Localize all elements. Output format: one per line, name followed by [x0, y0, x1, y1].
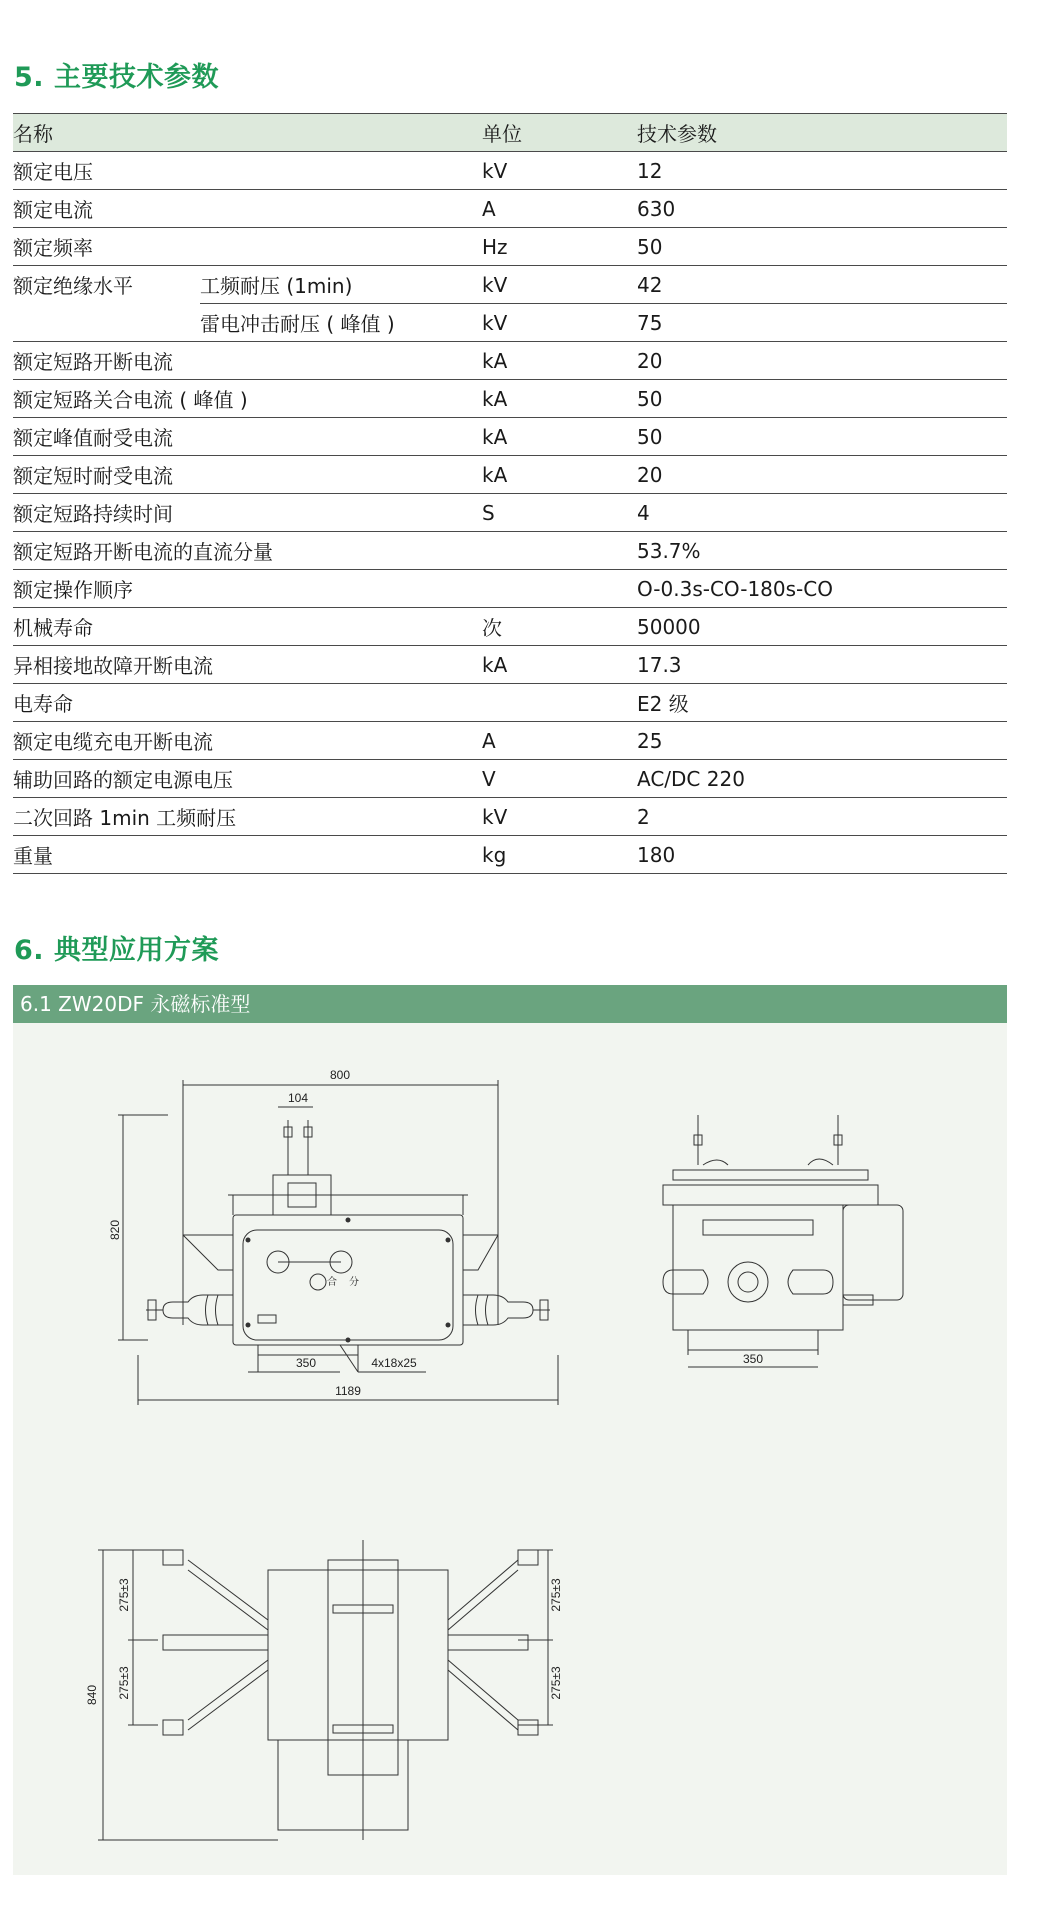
table-row	[13, 456, 1007, 494]
side-view-drawing	[643, 1105, 933, 1415]
row-value: 12	[637, 152, 1007, 190]
row-unit: kV	[482, 266, 637, 304]
top-dim-right-lower: 275±3	[549, 1666, 563, 1700]
row-sub-name: 雷电冲击耐压 ( 峰值 )	[200, 304, 482, 342]
row-name: 额定短路开断电流	[13, 342, 482, 380]
row-name: 额定操作顺序	[13, 570, 482, 608]
row-sub-name: 工频耐压 (1min)	[200, 266, 482, 304]
row-name: 额定电压	[13, 152, 482, 190]
row-value: 20	[637, 342, 1007, 380]
table-header-row	[13, 114, 1007, 152]
row-unit	[482, 532, 637, 570]
top-dim-right-upper: 275±3	[549, 1578, 563, 1612]
row-value: 2	[637, 798, 1007, 836]
section6-title: 6. 典型应用方案	[14, 935, 219, 966]
row-name: 额定短路持续时间	[13, 494, 482, 532]
row-name: 额定频率	[13, 228, 482, 266]
front-label-close: 合	[327, 1277, 337, 1288]
row-value: 25	[637, 722, 1007, 760]
row-unit	[482, 570, 637, 608]
table-row	[13, 722, 1007, 760]
row-name: 机械寿命	[13, 608, 482, 646]
row-unit: kA	[482, 646, 637, 684]
header-unit: 单位	[482, 114, 637, 152]
row-value: AC/DC 220	[637, 760, 1007, 798]
front-view-drawing	[108, 1055, 588, 1455]
row-value: 50	[637, 380, 1007, 418]
row-name: 额定短路开断电流的直流分量	[13, 532, 482, 570]
table-row	[13, 646, 1007, 684]
table-row	[13, 760, 1007, 798]
header-name: 名称	[13, 114, 482, 152]
top-view-drawing	[78, 1540, 598, 1860]
row-unit: kV	[482, 304, 637, 342]
table-row	[13, 228, 1007, 266]
row-name: 重量	[13, 836, 482, 874]
front-dim-height: 820	[108, 1219, 122, 1241]
header-value: 技术参数	[637, 114, 1007, 152]
top-dim-height: 840	[85, 1684, 99, 1706]
table-row	[13, 190, 1007, 228]
row-value: 50	[637, 228, 1007, 266]
top-dim-left-upper: 275±3	[117, 1578, 131, 1612]
table-row	[13, 418, 1007, 456]
row-value: E2 级	[637, 684, 1007, 722]
row-value: 53.7%	[637, 532, 1007, 570]
table-row	[13, 380, 1007, 418]
front-dim-base: 350	[295, 1356, 317, 1370]
table-row	[13, 798, 1007, 836]
table-row	[13, 152, 1007, 190]
spec-table	[13, 113, 1007, 874]
row-value: 630	[637, 190, 1007, 228]
table-row	[13, 304, 1007, 342]
row-name: 二次回路 1min 工频耐压	[13, 798, 482, 836]
row-value: 180	[637, 836, 1007, 874]
row-name: 电寿命	[13, 684, 482, 722]
row-unit: 次	[482, 608, 637, 646]
table-row	[13, 570, 1007, 608]
front-dim-total: 1189	[335, 1384, 361, 1398]
row-value: 50000	[637, 608, 1007, 646]
row-unit: Hz	[482, 228, 637, 266]
row-value: 17.3	[637, 646, 1007, 684]
application-panel	[13, 985, 1007, 1875]
row-value: 42	[637, 266, 1007, 304]
row-unit: kg	[482, 836, 637, 874]
row-unit: kV	[482, 152, 637, 190]
table-row	[13, 532, 1007, 570]
row-name: 辅助回路的额定电源电压	[13, 760, 482, 798]
row-unit: kA	[482, 418, 637, 456]
table-row	[13, 608, 1007, 646]
row-unit: kV	[482, 798, 637, 836]
row-value: 4	[637, 494, 1007, 532]
front-label-open: 分	[349, 1277, 359, 1288]
section5-title: 5. 主要技术参数	[14, 62, 219, 93]
table-row	[13, 684, 1007, 722]
row-value: O-0.3s-CO-180s-CO	[637, 570, 1007, 608]
row-unit: S	[482, 494, 637, 532]
row-unit: kA	[482, 380, 637, 418]
row-name: 额定电缆充电开断电流	[13, 722, 482, 760]
row-value: 75	[637, 304, 1007, 342]
row-unit	[482, 684, 637, 722]
table-row	[13, 494, 1007, 532]
row-name: 额定短时耐受电流	[13, 456, 482, 494]
row-name	[13, 304, 200, 342]
panel-header: 6.1 ZW20DF 永磁标准型	[13, 985, 1007, 1023]
row-name: 额定短路关合电流 ( 峰值 )	[13, 380, 482, 418]
row-name: 异相接地故障开断电流	[13, 646, 482, 684]
side-dim-base: 350	[742, 1352, 764, 1366]
row-unit: V	[482, 760, 637, 798]
row-name: 额定峰值耐受电流	[13, 418, 482, 456]
row-name: 额定电流	[13, 190, 482, 228]
row-value: 50	[637, 418, 1007, 456]
front-dim-top: 800	[329, 1068, 351, 1082]
table-row	[13, 836, 1007, 874]
table-row	[13, 342, 1007, 380]
row-unit: kA	[482, 456, 637, 494]
row-value: 20	[637, 456, 1007, 494]
top-dim-left-lower: 275±3	[117, 1666, 131, 1700]
front-dim-holes: 4x18x25	[371, 1356, 417, 1370]
row-name: 额定绝缘水平	[13, 274, 133, 299]
row-unit: kA	[482, 342, 637, 380]
front-dim-inner: 104	[287, 1091, 309, 1105]
row-unit: A	[482, 190, 637, 228]
row-unit: A	[482, 722, 637, 760]
table-row	[13, 266, 1007, 304]
